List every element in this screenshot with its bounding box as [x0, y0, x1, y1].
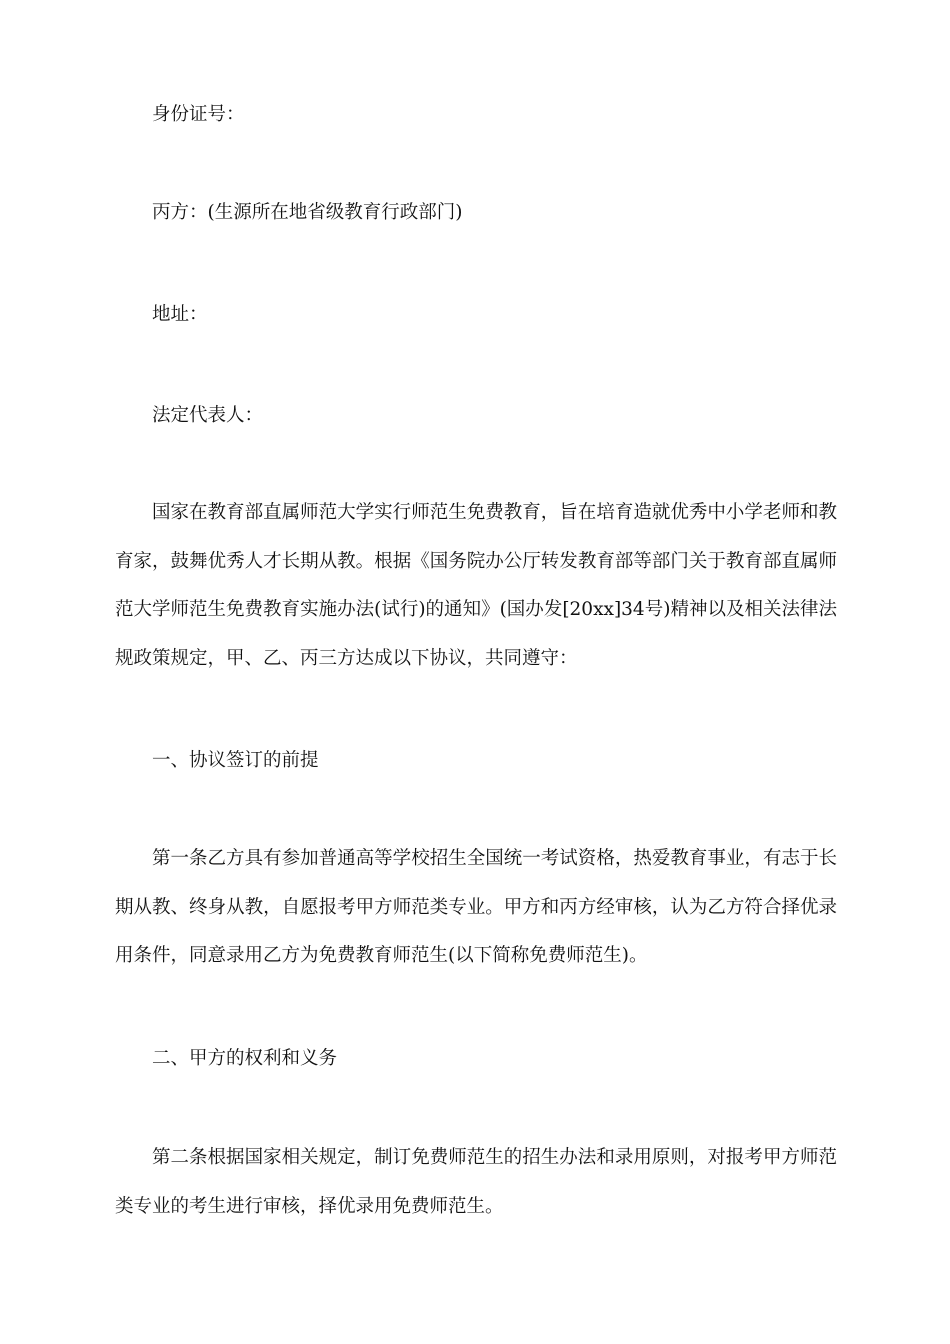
section-2-heading: 二、甲方的权利和义务 — [152, 1048, 338, 1069]
preamble-paragraph: 国家在教育部直属师范大学实行师范生免费教育，旨在培育造就优秀中小学老师和教育家，鼓舞优秀人才长期从教。根据《国务院办公厅转发教育部等部门关于教育部直属师范大学师范生免费教育实施办法(试行)的通知》(国办发[20xx]34号)精神以及相关法律法规政策规定，甲、乙、丙三方达成以下协议，共同遵守： — [115, 502, 837, 669]
article-1-paragraph: 第一条乙方具有参加普通高等学校招生全国统一考试资格，热爱教育事业，有志于长期从教、终身从教，自愿报考甲方师范类专业。甲方和丙方经审核，认为乙方符合择优录用条件，同意录用乙方为免费教育师范生(以下简称免费师范生)。 — [115, 848, 837, 966]
article-2-paragraph: 第二条根据国家相关规定，制订免费师范生的招生办法和录用原则，对报考甲方师范类专业的考生进行审核，择优录用免费师范生。 — [115, 1147, 837, 1217]
party-c-field-label: 丙方：(生源所在地省级教育行政部门) — [152, 202, 463, 223]
legal-representative-field-label: 法定代表人： — [152, 405, 264, 426]
address-field-label: 地址： — [152, 304, 208, 325]
id-number-field-label: 身份证号： — [152, 104, 245, 125]
section-1-heading: 一、协议签订的前提 — [152, 750, 319, 771]
